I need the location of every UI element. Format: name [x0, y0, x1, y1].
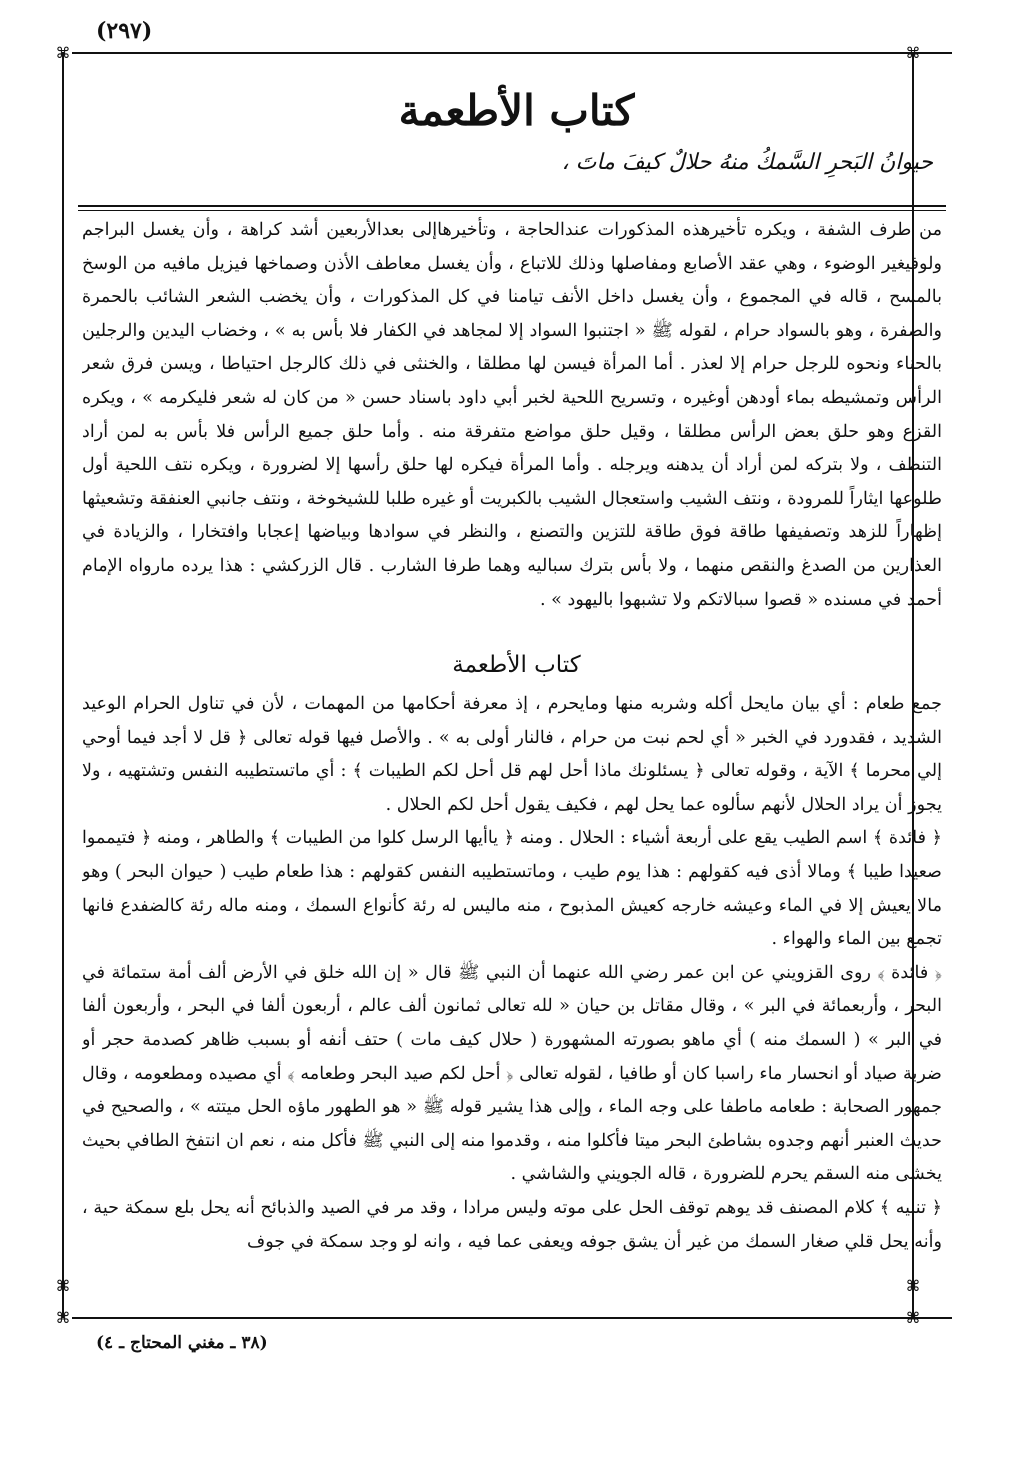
- page-footer: (٣٨ ـ مغني المحتاج ـ ٤): [96, 1333, 268, 1353]
- matn-separator: [78, 210, 946, 211]
- top-border-line: [72, 52, 952, 54]
- page-number: (٢٩٧): [96, 18, 153, 44]
- corner-ornament-icon: ⌘: [55, 1309, 71, 1327]
- corner-ornament-icon: ⌘: [55, 44, 71, 62]
- side-ornament-icon: ⌘: [55, 1277, 71, 1295]
- sharh-paragraph: ﴿ فائدة ﴾ روى القزويني عن ابن عمر رضي الله عنهما أن النبي ﷺ قال « إن الله خلق في الأرض ألف أمة ستمائة في البحر ، وأربعمائة في البر » ، وقال مقاتل بن حيان « لله تعالى ثمانون ألف عالم ، أربعون ألفا في البحر ، وأربعون ألفا في البر » ( السمك منه ) أي ماهو بصورته المشهورة ( حلال كيف مات ) حتف أنفه أو بسبب ظاهر كصدمة حجر أو ضربة صياد أو انحسار ماء راسبا كان أو طافيا ، لقوله تعالى ﴿ أحل لكم صيد البحر وطعامه ﴾ أي مصيده ومطعومه ، وقال جمهور الصحابة : طعامه ماطفا على وجه الماء ، وإلى هذا يشير قوله ﷺ « هو الطهور ماؤه الحل ميتته » ، والصحيح في حديث العنبر أنهم وجدوه بشاطئ البحر ميتا فأكلوا منه ، وقدموا منه إلى النبي ﷺ فأكل منه ، نعم ان انتفخ الطافي بحيث يخشى منه السقم يحرم للضرورة ، قاله الجويني والشاشي .: [82, 962, 942, 1185]
- sharh-paragraph: ﴿ فائدة ﴾ اسم الطيب يقع على أربعة أشياء : الحلال . ومنه ﴿ ياأيها الرسل كلوا من الطيبات ﴾ والطاهر ، ومنه ﴿ فتيمموا صعيدا طيبا ﴾ ومالا أذى فيه كقولهم : هذا يوم طيب ، وماتستطيبه النفس كقولهم : هذا طعام طيب ( حيوان البحر ) وهو مالا يعيش إلا في الماء وعيشه خارجه كعيش المذبوح ، منه ماليس له رئة كأنواع السمك ، ومنه ماله رئة كالضفدع فانها تجمع بين الماء والهواء .: [82, 828, 942, 950]
- matn-separator: [78, 205, 946, 207]
- sharh-paragraph: ﴿ تنبيه ﴾ كلام المصنف قد يوهم توقف الحل على موته وليس مرادا ، وقد مر في الصيد والذبائح أنه يحل بلع سمكة حية ، وأنه يحل قلي صغار السمك من غير أن يشق جوفه ويعفى عما فيه ، وانه لو وجد سمكة في جوف: [82, 1197, 942, 1252]
- corner-ornament-icon: ⌘: [905, 44, 921, 62]
- sharh-paragraph: جمع طعام : أي بيان مايحل أكله وشربه منها ومايحرم ، إذ معرفة أحكامها من المهمات ، لأن في تناول الحرام الوعيد الشديد ، فقدورد في الخبر « أي لحم نبت من حرام ، فالنار أولى به » . والأصل فيها قوله تعالى ﴿ قل لا أجد فيما أوحي إلي محرما ﴾ الآية ، وقوله تعالى ﴿ يسئلونك ماذا أحل لهم قل أحل لكم الطيبات ﴾ : أي ماتستطيبه النفس وتشتهيه ، ولا يجوز أن يراد الحلال لأنهم سألوه عما يحل لهم ، فكيف يقول أحل لكم الحلال .: [82, 694, 942, 815]
- sharh-main-block: [82, 688, 942, 1316]
- sharh-paragraph: من طرف الشفة ، ويكره تأخيرهذه المذكورات عندالحاجة ، وتأخيرهاإلى بعدالأربعين أشد كراهة ، وأن يغسل البراجم ولوفيغير الوضوء ، وهي عقد الأصابع ومفاصلها وذلك للاتباع ، وأن يغسل معاطف الأذن وصماخها فيزيل مافيه من الوسخ بالمسح ، قاله في المجموع ، وأن يغسل داخل الأنف تيامنا في كل المذكورات ، وأن يخضب الشعر الشائب بالحمرة والصفرة ، وهو بالسواد حرام ، لقوله ﷺ « اجتنبوا السواد إلا لمجاهد في الكفار فلا بأس به » ، وخضاب اليدين والرجلين بالحناء ونحوه للرجل حرام إلا لعذر . أما المرأة فيسن لها مطلقا ، والخنثى في ذلك كالرجل احتياطا ، ويسن فرق شعر الرأس وتمشيطه بماء أودهن أوغيره ، وتسريح اللحية لخبر أبي داود باسناد حسن « من كان له شعر فليكرمه » ، ويكره القزع وهو حلق بعض الرأس مطلقا ، وقيل حلق مواضع متفرقة منه . وأما حلق جميع الرأس فلا بأس به لمن أراد التنظف ، ولا بتركه لمن أراد أن يدهنه ويرجله . وأما المرأة فيكره لها حلق رأسها إلا لضرورة ، ويكره نتف اللحية أول طلوعها ايثاراً للمرودة ، ونتف الشيب واستعجال الشيب بالكبريت أو غيره طلبا للشيخوخة ، ونتف جانبي العنفقة وتشعيثها إظهاراً للزهد وتصفيفها طاقة فوق طاقة للتزين والتصنع ، والنظر في سوادها وبياضها إعجابا وافتخارا ، والزيادة في العذارين من الصدغ والنقص منهما ، ولا بأس بترك سباليه وهما طرفا الشارب . قال الزركشي : هذا يرده مارواه الإمام أحمد في مسنده « قصوا سبالاتكم ولا تشبهوا باليهود » .: [82, 220, 942, 610]
- matn-text: حيوانُ البَحرِ السَّمكُ منهُ حلالٌ كيفَ ماتَ ،: [561, 150, 933, 175]
- side-ornament-icon: ⌘: [905, 1277, 921, 1295]
- sharh-intro-block: [82, 214, 942, 646]
- section-heading: كتاب الأطعمة: [452, 652, 581, 678]
- corner-ornament-icon: ⌘: [905, 1309, 921, 1327]
- bottom-border-line: [72, 1317, 952, 1319]
- book-title: كتاب الأطعمة: [398, 86, 635, 135]
- left-border-line: [62, 52, 64, 1318]
